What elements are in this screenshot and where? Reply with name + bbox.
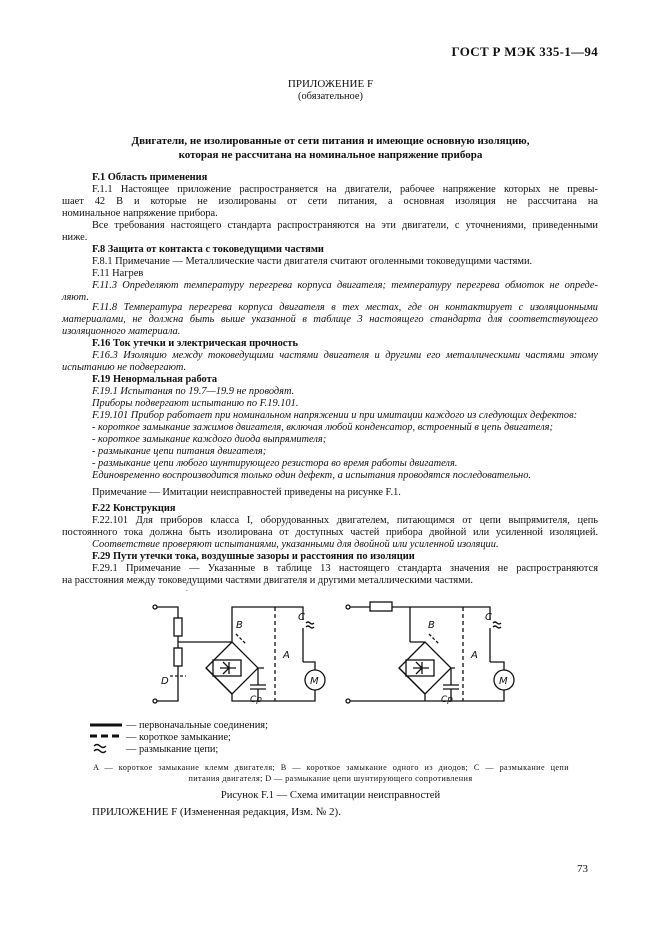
paragraph-line: F.29.1 Примечание — Указанные в таблице 13 настоящего стандарта значения не распространяются xyxy=(92,563,598,574)
section-f29-title: F.29 Пути утечки тока, воздушные зазоры и расстояния по изоляции xyxy=(92,551,415,562)
circuit-figure xyxy=(0,590,661,720)
amendment-note: ПРИЛОЖЕНИЕ F (Измененная редакция, Изм. № 2). xyxy=(92,806,341,818)
heading-line-1: Двигатели, не изолированные от сети питания и имеющие основную изоляцию, xyxy=(131,135,530,147)
section-f19-title: F.19 Ненормальная работа xyxy=(92,374,218,385)
paragraph-line: F.22.101 Для приборов класса I, оборудованных двигателем, питающимся от цепи выпрямителя, цепь xyxy=(92,515,598,526)
wavy-line-symbol xyxy=(94,745,106,753)
legend-open: — размыкание цепи; xyxy=(126,744,219,755)
paragraph-line: постоянного тока должна быть изолирована от доступных частей прибора двойной или усиленной изоляцией. xyxy=(62,527,598,538)
label-b-right: B xyxy=(428,620,435,631)
list-item: - короткое замыкание каждого диода выпрямителя; xyxy=(92,434,327,445)
list-item: - короткое замыкание зажимов двигателя, включая любой конденсатор, встроенный в цепь двигателя; xyxy=(92,422,553,433)
right-circuit-title xyxy=(355,590,509,591)
paragraph-line: F.1.1 Настоящее приложение распространяется на двигатели, рабочее напряжение которых не превы- xyxy=(92,184,598,195)
note-line: Примечание — Имитации неисправностей приведены на рисунке F.1. xyxy=(92,487,401,498)
figure-explanation-2: питания двигателя; D — размыкание цепи шунтирующего сопротивления xyxy=(188,774,473,783)
document-header: ГОСТ Р МЭК 335-1—94 xyxy=(451,44,598,59)
label-cp-left: Cp xyxy=(250,695,262,705)
left-circuit-title xyxy=(170,590,296,591)
section-f16-title: F.16 Ток утечки и электрическая прочность xyxy=(92,338,299,349)
paragraph-line: F.8.1 Примечание — Металлические части двигателя считают оголенными токоведущими частями. xyxy=(92,256,533,267)
paragraph-line: Единовременно воспроизводится только один дефект, а испытания проводятся последовательно. xyxy=(92,470,531,481)
figure-explanation-1: A — короткое замыкание клемм двигателя; B — короткое замыкание одного из диодов; C — размыкание цепи xyxy=(93,763,569,772)
paragraph-line: изоляционного материала. xyxy=(62,326,181,337)
list-item: - размыкание цепи питания двигателя; xyxy=(92,446,267,457)
paragraph-line: F.11.3 Определяют температуру перегрева корпуса двигателя; температуру перегрева обмоток не опреде- xyxy=(92,280,598,291)
figure-caption: Рисунок F.1 — Схема имитации неисправностей xyxy=(220,790,441,801)
paragraph-line: F.19.1 Испытания по 19.7—19.9 не проводят. xyxy=(92,386,295,397)
paragraph-line: испытанию не подвергают. xyxy=(62,362,187,373)
paragraph-line: ниже. xyxy=(62,232,88,243)
appendix-status: (обязательное) xyxy=(298,91,363,102)
section-f1-title: F.1 Область применения xyxy=(92,172,208,183)
label-d-left: D xyxy=(161,676,169,687)
label-c-left: C xyxy=(298,612,305,623)
label-cp-right: Cp xyxy=(441,695,453,705)
label-a-left: A xyxy=(283,650,290,661)
paragraph-line: F.19.101 Прибор работает при номинальном напряжении и при имитации каждого из следующих дефектов: xyxy=(92,410,578,421)
appendix-title: ПРИЛОЖЕНИЕ F xyxy=(287,78,374,90)
paragraph-line: Все требования настоящего стандарта распространяются на эти двигатели, с уточнениями, приведенными xyxy=(92,220,598,231)
section-f11-title: F.11 Нагрев xyxy=(92,268,144,279)
label-a-right: A xyxy=(471,650,478,661)
legend-short: — короткое замыкание; xyxy=(126,732,231,743)
label-m-left: M xyxy=(310,676,319,687)
heading-line-2: которая не рассчитана на номинальное напряжение прибора xyxy=(178,149,483,161)
label-m-right: M xyxy=(499,676,508,687)
paragraph-line: на расстояния между токоведущими частями двигателя и другими металлическими частями. xyxy=(62,575,473,586)
paragraph-line: материалами, не должна быть выше указанной в таблице 3 настоящего стандарта для соответствующего xyxy=(62,314,598,325)
page-number: 73 xyxy=(577,863,588,875)
paragraph-line: F.16.3 Изоляцию между токоведущими частями двигателя и другими его металлическими частями этому xyxy=(92,350,598,361)
section-f8-title: F.8 Защита от контакта с токоведущими частями xyxy=(92,244,324,255)
paragraph-line: Приборы подвергают испытанию по F.19.101. xyxy=(92,398,299,409)
paragraph-line: шает 42 В и которые не изолированы от сети питания, а основная изоляция не рассчитана на xyxy=(62,196,598,207)
section-f22-title: F.22 Конструкция xyxy=(92,503,176,514)
label-c-right: C xyxy=(485,612,492,623)
legend-initial: — первоначальные соединения; xyxy=(126,720,268,731)
paragraph-line: номинальное напряжение прибора. xyxy=(62,208,218,219)
paragraph-line: ляют. xyxy=(62,292,89,303)
label-b-left: B xyxy=(236,620,243,631)
paragraph-line: Соответствие проверяют испытаниями, указанными для двойной или усиленной изоляции. xyxy=(92,539,499,550)
list-item: - размыкание цепи любого шунтирующего резистора во время работы двигателя. xyxy=(92,458,458,469)
paragraph-line: F.11.8 Температура перегрева корпуса двигателя в тех местах, где он контактирует с изоляционными xyxy=(92,302,598,313)
legend-symbols xyxy=(88,720,128,756)
